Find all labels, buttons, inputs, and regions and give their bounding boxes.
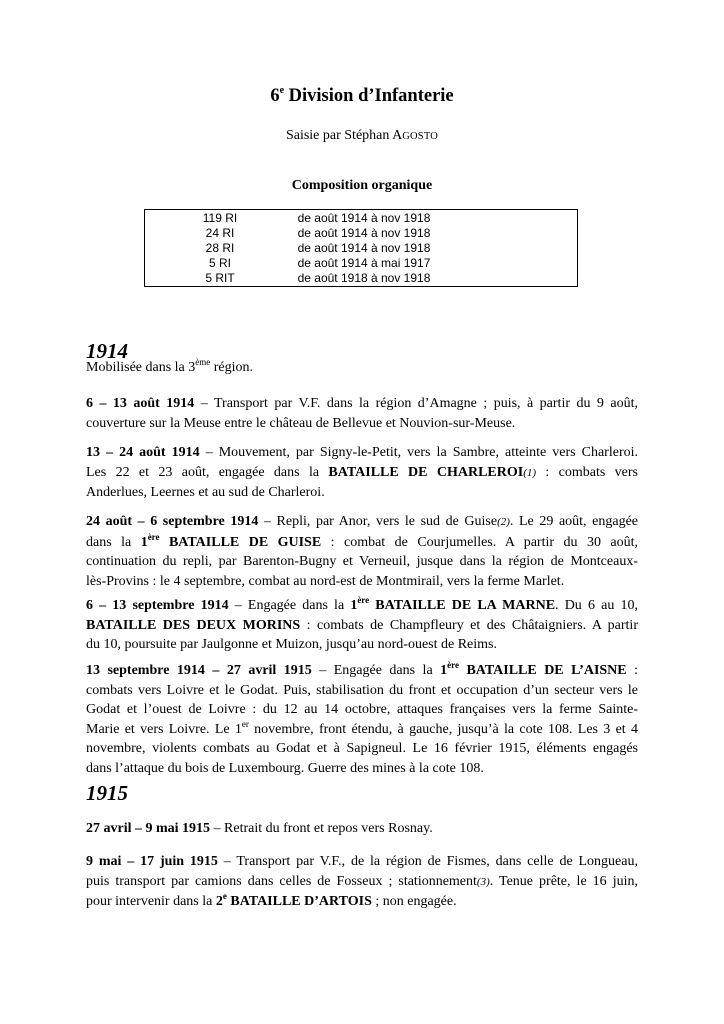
battle-label: BATAILLE DE LA MARNE [369,598,556,613]
table-row [145,241,577,256]
text-run: – Repli, par Anor, vers le sud de Guise [258,514,498,529]
battle-name: BATAILLE DE CHARLEROI [328,464,524,480]
superscript: e [222,891,227,901]
superscript: ère [447,660,459,670]
battle-name [215,891,372,909]
period-cell: de août 1914 à mai 1917 [297,256,431,270]
composition-table [144,209,578,287]
battle-name [140,531,322,550]
paragraph-may9-jun17 [86,852,638,912]
text-run: : combats de Champfleury et des Châtaigniers. A partir [300,617,638,633]
battle-name: BATAILLE DES DEUX MORINS [86,617,301,633]
superscript: er [241,718,249,729]
battle-label: BATAILLE DE L’AISNE [458,663,627,678]
title-superscript: e [279,85,285,96]
unit-cell: 5 RIT [205,271,235,285]
battle-label: BATAILLE DE GUISE [159,534,322,550]
author-initial: A [392,128,403,143]
battle-name [440,660,627,678]
text-line [86,661,638,681]
author-line [86,128,638,144]
title-number: 6 [270,86,280,106]
ordinal-number: 1 [440,663,448,678]
ordinal-number: 1 [350,598,358,613]
paragraph-sep-6-13 [86,596,638,655]
text-line: novembre, violents combats au Godat et à Sapigneul. Le 16 février 1915, éléments engagés [86,741,638,756]
text-line [86,394,638,414]
date-range: 6 – 13 août 1914 [86,396,195,411]
text-line [86,358,638,378]
superscript: ère [357,595,370,605]
paragraph-sep1914-apr1915 [86,661,638,778]
footnote-ref: (1) [523,466,537,479]
unit-cell: 24 RI [205,226,235,240]
text-line [86,892,638,912]
text-line: lès-Provins : le 4 septembre, combat au nord-est de Montmirail, vers la ferme Marlet. [86,573,565,589]
date-range: 24 août – 6 septembre 1914 [86,514,259,529]
period-cell: de août 1914 à nov 1918 [297,211,431,225]
text-run: pour intervenir dans la [86,894,216,909]
text-run: . Tenue prête, le 16 juin, [489,873,638,889]
superscript: ère [147,531,160,542]
text-run: – Engagée dans la [228,598,351,613]
title-text: Division d’Infanterie [284,86,454,106]
text-line [86,512,638,533]
text-run: – Mouvement, par Signy-le-Petit, vers la Sambre, atteinte vers Charleroi. [199,445,638,460]
text-run: . Le 29 août, engagée [509,514,638,529]
superscript: ème [195,357,211,367]
author-prefix: Saisie par Stéphan [285,128,393,143]
paragraph-apr27-may9 [86,819,638,839]
text-line [86,463,638,484]
composition-title: Composition organique [291,178,433,193]
text-run: Les 22 et 23 août, engagée dans la [86,464,329,480]
unit-cell: 119 RI [202,211,238,225]
date-range: 13 – 24 août 1914 [86,445,200,460]
year-heading-1915: 1915 [86,781,128,805]
text-run: dans la [86,534,141,550]
text-line [86,852,638,872]
text-line [86,533,638,553]
table-row [145,226,577,241]
text-run: : combats vers [536,464,638,480]
text-line: du 10, poursuite par Jaulgonne et Muizon, jusqu’au nord-ouest de Reims. [86,637,497,652]
text-line [86,596,638,616]
text-line: Godat et l’ouest de Loivre : du 12 au 14 octobre, attaques françaises vers la ferme Sainte- [86,702,638,717]
text-run: puis transport par camions dans celles de Fosseux ; stationnement [86,873,477,889]
ordinal-number: 1 [140,534,148,550]
text-line [86,720,638,740]
battle-label: BATAILLE D’ARTOIS [226,894,372,909]
date-range: 6 – 13 septembre 1914 [86,598,229,613]
unit-cell: 28 RI [205,241,235,255]
text-line [86,819,638,839]
paragraph-aug-13-24 [86,443,638,503]
text-run: – Engagée dans la [311,663,441,678]
paragraph-aug24-sep6 [86,512,638,591]
text-run: – Transport par V.F. dans la région d’Amagne ; puis, à partir du 9 août, [194,396,638,411]
unit-cell: 5 RI [208,256,231,270]
year-heading-1914: 1914 [86,339,128,363]
date-range: 9 mai – 17 juin 1915 [86,854,218,869]
table-row [145,271,577,286]
text-line: Anderlues, Leernes et au sud de Charleroi. [86,485,325,500]
text-line: combats vers Loivre et le Godat. Puis, stabilisation du front et occupation d’un secteur vers le [86,682,638,698]
text-line: continuation du repli, par Barenton-Bugny et Verneuil, jusque dans la région de Montceaux- [86,554,638,569]
text-run: Mobilisée dans la 3 [86,360,196,375]
text-run: région. [210,360,254,375]
period-cell: de août 1918 à nov 1918 [297,271,431,285]
text-run: ; non engagée. [371,894,457,909]
footnote-ref: (3) [476,875,490,888]
text-line: dans l’attaque du bois de Luxembourg. Guerre des mines à la cote 108. [86,760,484,776]
page-title [86,86,638,107]
date-range: 13 septembre 1914 – 27 avril 1915 [86,663,312,678]
period-cell: de août 1914 à nov 1918 [297,241,431,255]
ordinal-number: 2 [215,894,223,909]
text-run: Marie et vers Loivre. Le 1 [86,721,242,737]
date-range: 27 avril – 9 mai 1915 [86,821,211,836]
text-line [86,616,638,636]
table-row [145,256,577,271]
text-run: . Du 6 au 10, [555,598,638,613]
text-run: : combat de Courjumelles. A partir du 30 août, [321,534,639,550]
text-line [86,872,638,893]
battle-name [350,595,556,613]
text-line: couverture sur la Meuse entre le château de Bellevue et Nouvion-sur-Meuse. [86,415,516,431]
footnote-ref: (2) [497,516,510,528]
mobilisation-paragraph [86,358,638,378]
text-run: novembre, front étendu, à gauche, jusqu’à la cote 108. Les 3 et 4 [248,721,638,737]
table-row [145,211,577,226]
text-run: – Retrait du front et repos vers Rosnay. [210,821,433,836]
text-run: : [626,663,639,678]
paragraph-aug-6-13 [86,394,638,433]
period-cell: de août 1914 à nov 1918 [297,226,431,240]
author-name-smallcaps: GOSTO [402,131,439,142]
text-run: – Transport par V.F., de la région de Fismes, dans celle de Longueau, [217,854,638,869]
text-line [86,443,638,463]
